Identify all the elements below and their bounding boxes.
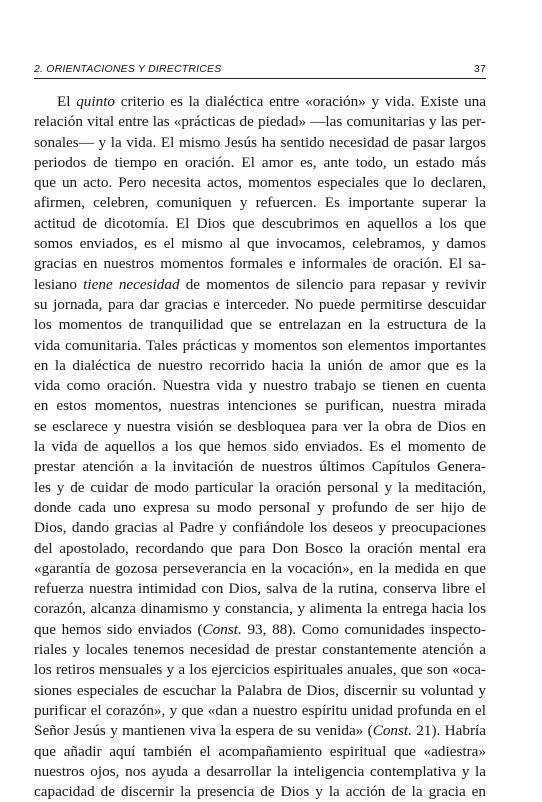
text-run: El — [57, 93, 77, 110]
text-run: siones especiales de escuchar la Palabra de Dios, discernir su voluntad y — [34, 681, 486, 699]
text-line — [34, 478, 486, 498]
text-run: Señor Jesús y mantienen viva la espera de su venida» ( — [34, 722, 373, 740]
text-line — [34, 559, 486, 579]
text-line — [34, 336, 486, 356]
text-run: sonales— y la vida. El mismo Jesús ha sentido necesidad de pasar largos — [34, 133, 486, 151]
text-run: se esclarece y nuestra visión se desbloquea para ver la obra de Dios en — [34, 417, 486, 435]
text-line — [34, 498, 486, 518]
text-line — [34, 417, 486, 437]
text-line — [34, 539, 486, 559]
text-run: su jornada, para dar gracias e interceder. No puede permitirse descuidar — [34, 295, 486, 313]
text-line — [34, 356, 486, 376]
text-run: riales y locales tenemos necesidad de prestar constantemente atención a — [34, 641, 486, 659]
text-run: 93, 88). Como comunidades inspecto- — [241, 620, 486, 638]
text-run: criterio es la dialéctica entre «oración» y vida. Existe una — [115, 93, 486, 110]
text-run: del apostolado, recordando que para Don Bosco la oración mental era — [34, 539, 486, 557]
text-run: «garantía de gozosa perseverancia en la vocación», en la medida en que — [34, 559, 486, 577]
text-run: vida como oración. Nuestra vida y nuestro trabajo se tienen en cuenta — [34, 377, 486, 395]
text-line — [34, 193, 486, 213]
text-line — [34, 92, 486, 112]
text-run: somos enviados, es el mismo al que invocamos, celebramos, y damos — [34, 235, 486, 253]
text-line — [34, 112, 486, 132]
section-title: 2. ORIENTACIONES Y DIRECTRICES — [34, 63, 222, 75]
header-rule — [34, 78, 486, 79]
text-line — [34, 315, 486, 335]
text-line — [34, 701, 486, 721]
text-run: nuestros ojos, nos ayuda a desarrollar la inteligencia contemplativa y la — [34, 762, 486, 780]
text-line — [34, 396, 486, 416]
text-run: les y de cuidar de modo particular la oración personal y la meditación, — [34, 478, 486, 496]
emphasis-text: Const. — [202, 620, 242, 638]
text-run: en estos momentos, nuestras intenciones se purifican, nuestra mirada — [34, 397, 486, 415]
text-run: los momentos de tranquilidad que se entrelazan en la estructura de la — [34, 316, 486, 334]
text-run: actitud de dicotomía. El Dios que descubrimos en aquellos a los que — [34, 214, 486, 232]
text-run: purificar el corazón», y que «dan a nuestro espíritu unidad profunda en el — [34, 701, 486, 719]
text-run: Dios, dando gracias al Padre y confiándole los deseos y preocupaciones — [34, 519, 486, 537]
text-run: relación vital entre las «prácticas de piedad» —las comunitarias y las per- — [34, 113, 486, 131]
text-line — [34, 579, 486, 599]
running-head — [34, 63, 486, 75]
text-run: vida comunitaria. Tales prácticas y momentos son elementos importantes — [34, 336, 486, 354]
text-line — [34, 681, 486, 701]
text-run: 21). Habría — [411, 722, 486, 740]
emphasis-text: tiene necesidad — [83, 275, 180, 293]
text-line — [34, 275, 486, 295]
text-line — [34, 518, 486, 538]
text-line — [34, 620, 486, 640]
text-run: capacidad de discernir la presencia de Dios y la acción de la gracia en — [34, 783, 486, 801]
text-run: los retiros mensuales y a los ejercicios espirituales anuales, que son «oca- — [34, 661, 486, 679]
text-line — [34, 214, 486, 234]
text-line — [34, 599, 486, 619]
page-number: 37 — [473, 63, 486, 75]
text-run: prestar atención a la invitación de nuestros últimos Capítulos Genera- — [34, 458, 486, 476]
text-run: lesiano — [34, 275, 84, 293]
body-text — [34, 92, 486, 802]
text-line — [34, 742, 486, 762]
text-line — [34, 295, 486, 315]
text-line — [34, 721, 486, 741]
text-line — [34, 660, 486, 680]
text-run: que añadir aquí también el acompañamiento espiritual que «adiestra» — [34, 742, 486, 760]
text-run: de momentos de silencio para repasar y revivir — [179, 275, 486, 293]
text-line — [34, 173, 486, 193]
text-run: donde cada uno expresa su modo personal y profundo de ser hijo de — [34, 498, 486, 516]
text-run: gracias en nuestros momentos formales e informales de oración. El sa- — [34, 255, 486, 273]
emphasis-text: quinto — [76, 93, 116, 110]
emphasis-text: Const. — [372, 722, 412, 740]
text-run: que hemos sido enviados ( — [34, 620, 203, 638]
text-line — [34, 437, 486, 457]
text-line — [34, 153, 486, 173]
text-run: corazón, alcanza dinamismo y constancia, y alimenta la entrega hacia los — [34, 600, 486, 618]
text-run: la vida de aquellos a los que hemos sido enviados. Es el momento de — [34, 438, 486, 456]
text-line — [34, 234, 486, 254]
text-line — [34, 457, 486, 477]
text-run: refuerza nuestra intimidad con Dios, salva de la rutina, conserva libre el — [34, 580, 486, 598]
text-line — [34, 133, 486, 153]
text-line — [34, 762, 486, 782]
text-line — [34, 782, 486, 802]
text-run: periodos de tiempo en oración. El amor es, ante todo, un estado más — [34, 153, 486, 171]
text-run: que un acto. Pero necesita actos, momentos especiales que lo declaren, — [34, 174, 486, 192]
text-line — [34, 254, 486, 274]
text-line — [34, 376, 486, 396]
text-run: afirmen, celebren, comuniquen y refuercen. Es importante superar la — [34, 194, 486, 212]
text-run: en la dialéctica de nuestro recorrido hacia la unión de amor que es la — [34, 356, 486, 374]
text-line — [34, 640, 486, 660]
